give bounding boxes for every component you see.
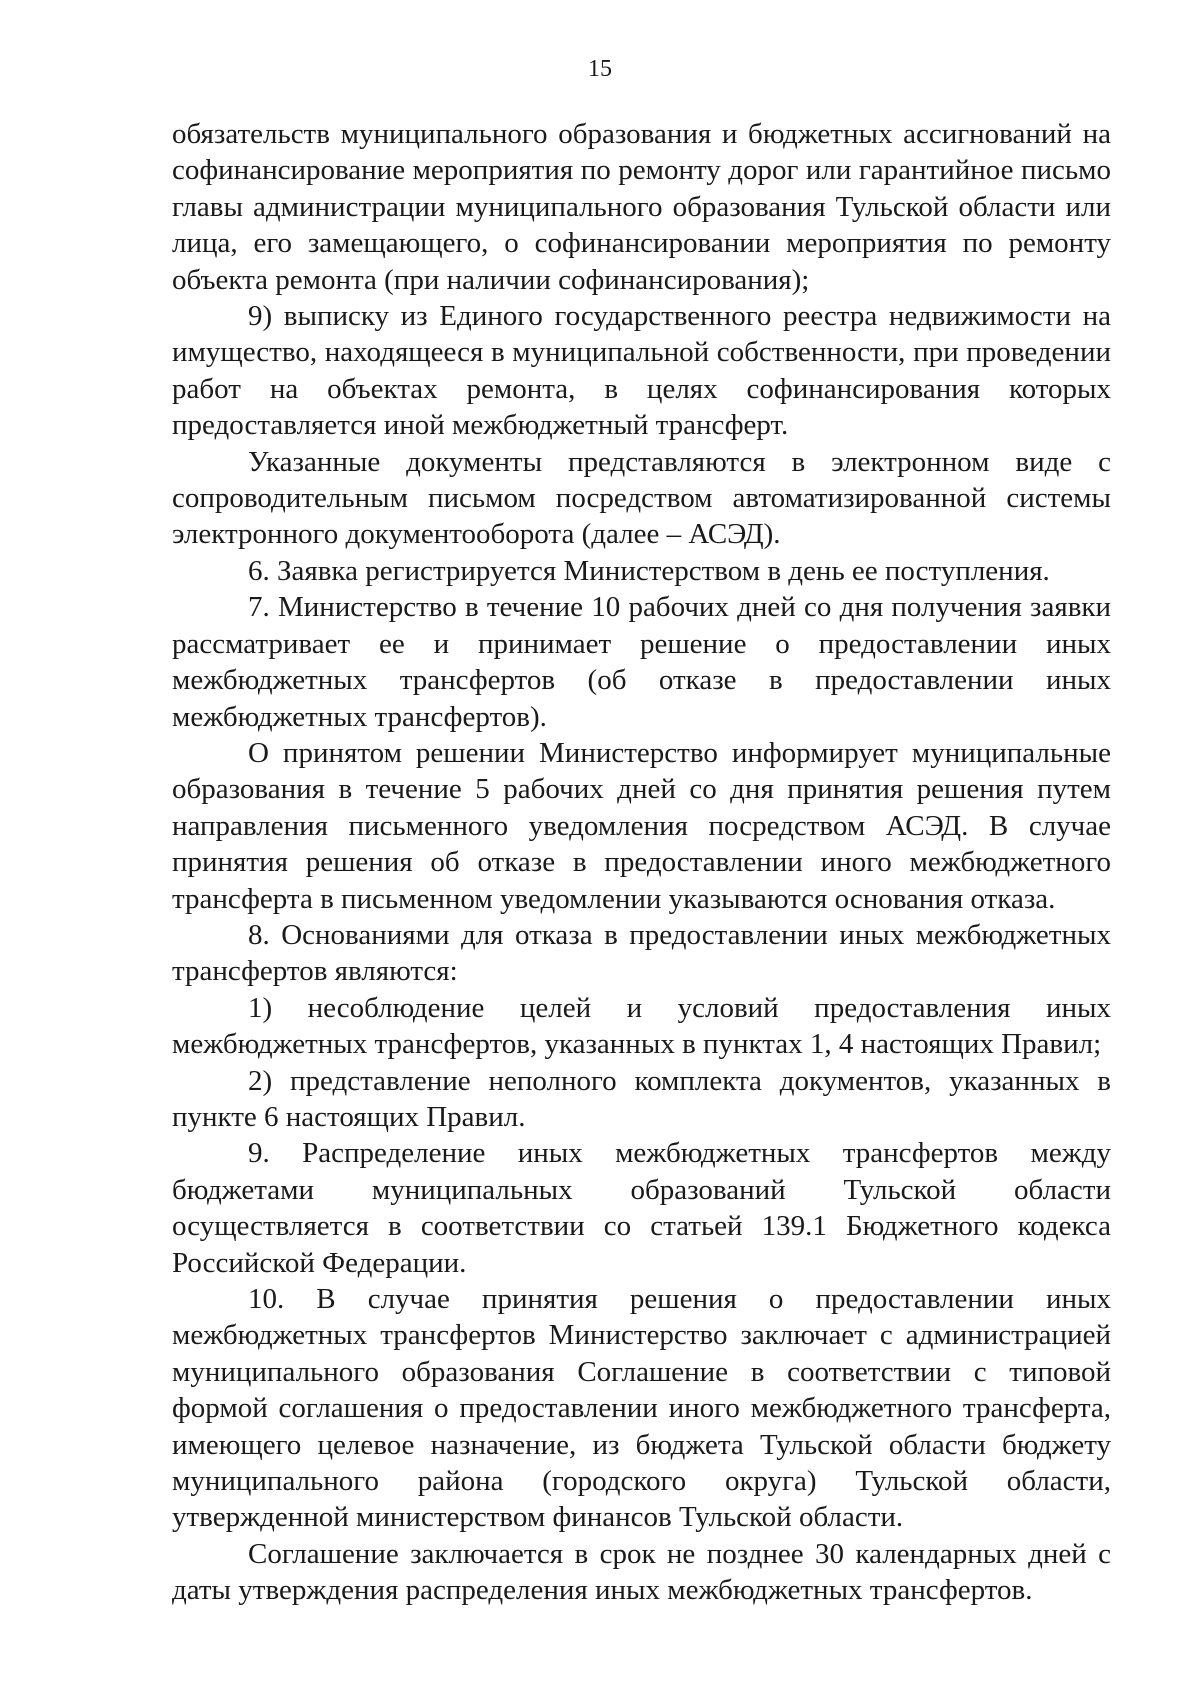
paragraph-documents-submission: Указанные документы представляются в электронном виде с сопроводительным письмом посредством автоматизированной системы электронного документооборота (далее – АСЭД). [172, 445, 1111, 551]
paragraph-section-9: 9. Распределение иных межбюджетных трансфертов между бюджетами муниципальных образований Тульской области осуществляется в соответствии со статьей 139.1 Бюджетного кодекса Российской Федерации. [172, 1137, 1111, 1279]
paragraph-section-10: 10. В случае принятия решения о предоставлении иных межбюджетных трансфертов Министерство заключает с администрацией муниципального образования Соглашение в соответствии с типовой формой соглашения о предоставлении иного межбюджетного трансферта, имеющего целевое назначение, из бюджета Тульской области бюджету муниципального района (городского округа) Тульской области, утвержденной министерством финансов Тульской области. [172, 1283, 1111, 1534]
page-number: 15 [588, 56, 612, 82]
paragraph-section-8: 8. Основаниями для отказа в предоставлении иных межбюджетных трансфертов являются: [172, 918, 1111, 988]
paragraph-decision-notice: О принятом решении Министерство информирует муниципальные образования в течение 5 рабочих дней со дня принятия решения путем направления письменного уведомления посредством АСЭД. В случае принятия решения об отказе в предоставлении иного межбюджетного трансферта в письменном уведомлении указываются основания отказа. [172, 736, 1111, 915]
paragraph-reason-1: 1) несоблюдение целей и условий предоставления иных межбюджетных трансфертов, указанных в пунктах 1, 4 настоящих Правил; [172, 991, 1111, 1061]
paragraph-section-7: 7. Министерство в течение 10 рабочих дней со дня получения заявки рассматривает ее и принимает решение о предоставлении иных межбюджетных трансфертов (об отказе в предоставлении иных межбюджетных трансфертов). [172, 591, 1111, 733]
paragraph-agreement-term: Соглашение заключается в срок не позднее 30 календарных дней с даты утверждения распределения иных межбюджетных трансфертов. [172, 1537, 1111, 1607]
document-body [172, 116, 1111, 1609]
paragraph-section-6: 6. Заявка регистрируется Министерством в день ее поступления. [248, 554, 1050, 587]
paragraph-reason-2: 2) представление неполного комплекта документов, указанных в пункте 6 настоящих Правил. [172, 1064, 1111, 1133]
paragraph-continuation: обязательств муниципального образования и бюджетных ассигнований на софинансирование мероприятия по ремонту дорог или гарантийное письмо главы администрации муниципального образования Тульской области или лица, его замещающего, о софинансировании мероприятия по ремонту объекта ремонта (при наличии софинансирования); [172, 118, 1111, 296]
paragraph-item-9: 9) выписку из Единого государственного реестра недвижимости на имущество, находящееся в муниципальной собственности, при проведении работ на объектах ремонта, в целях софинансирования которых предоставляется иной межбюджетный трансферт. [172, 300, 1111, 442]
